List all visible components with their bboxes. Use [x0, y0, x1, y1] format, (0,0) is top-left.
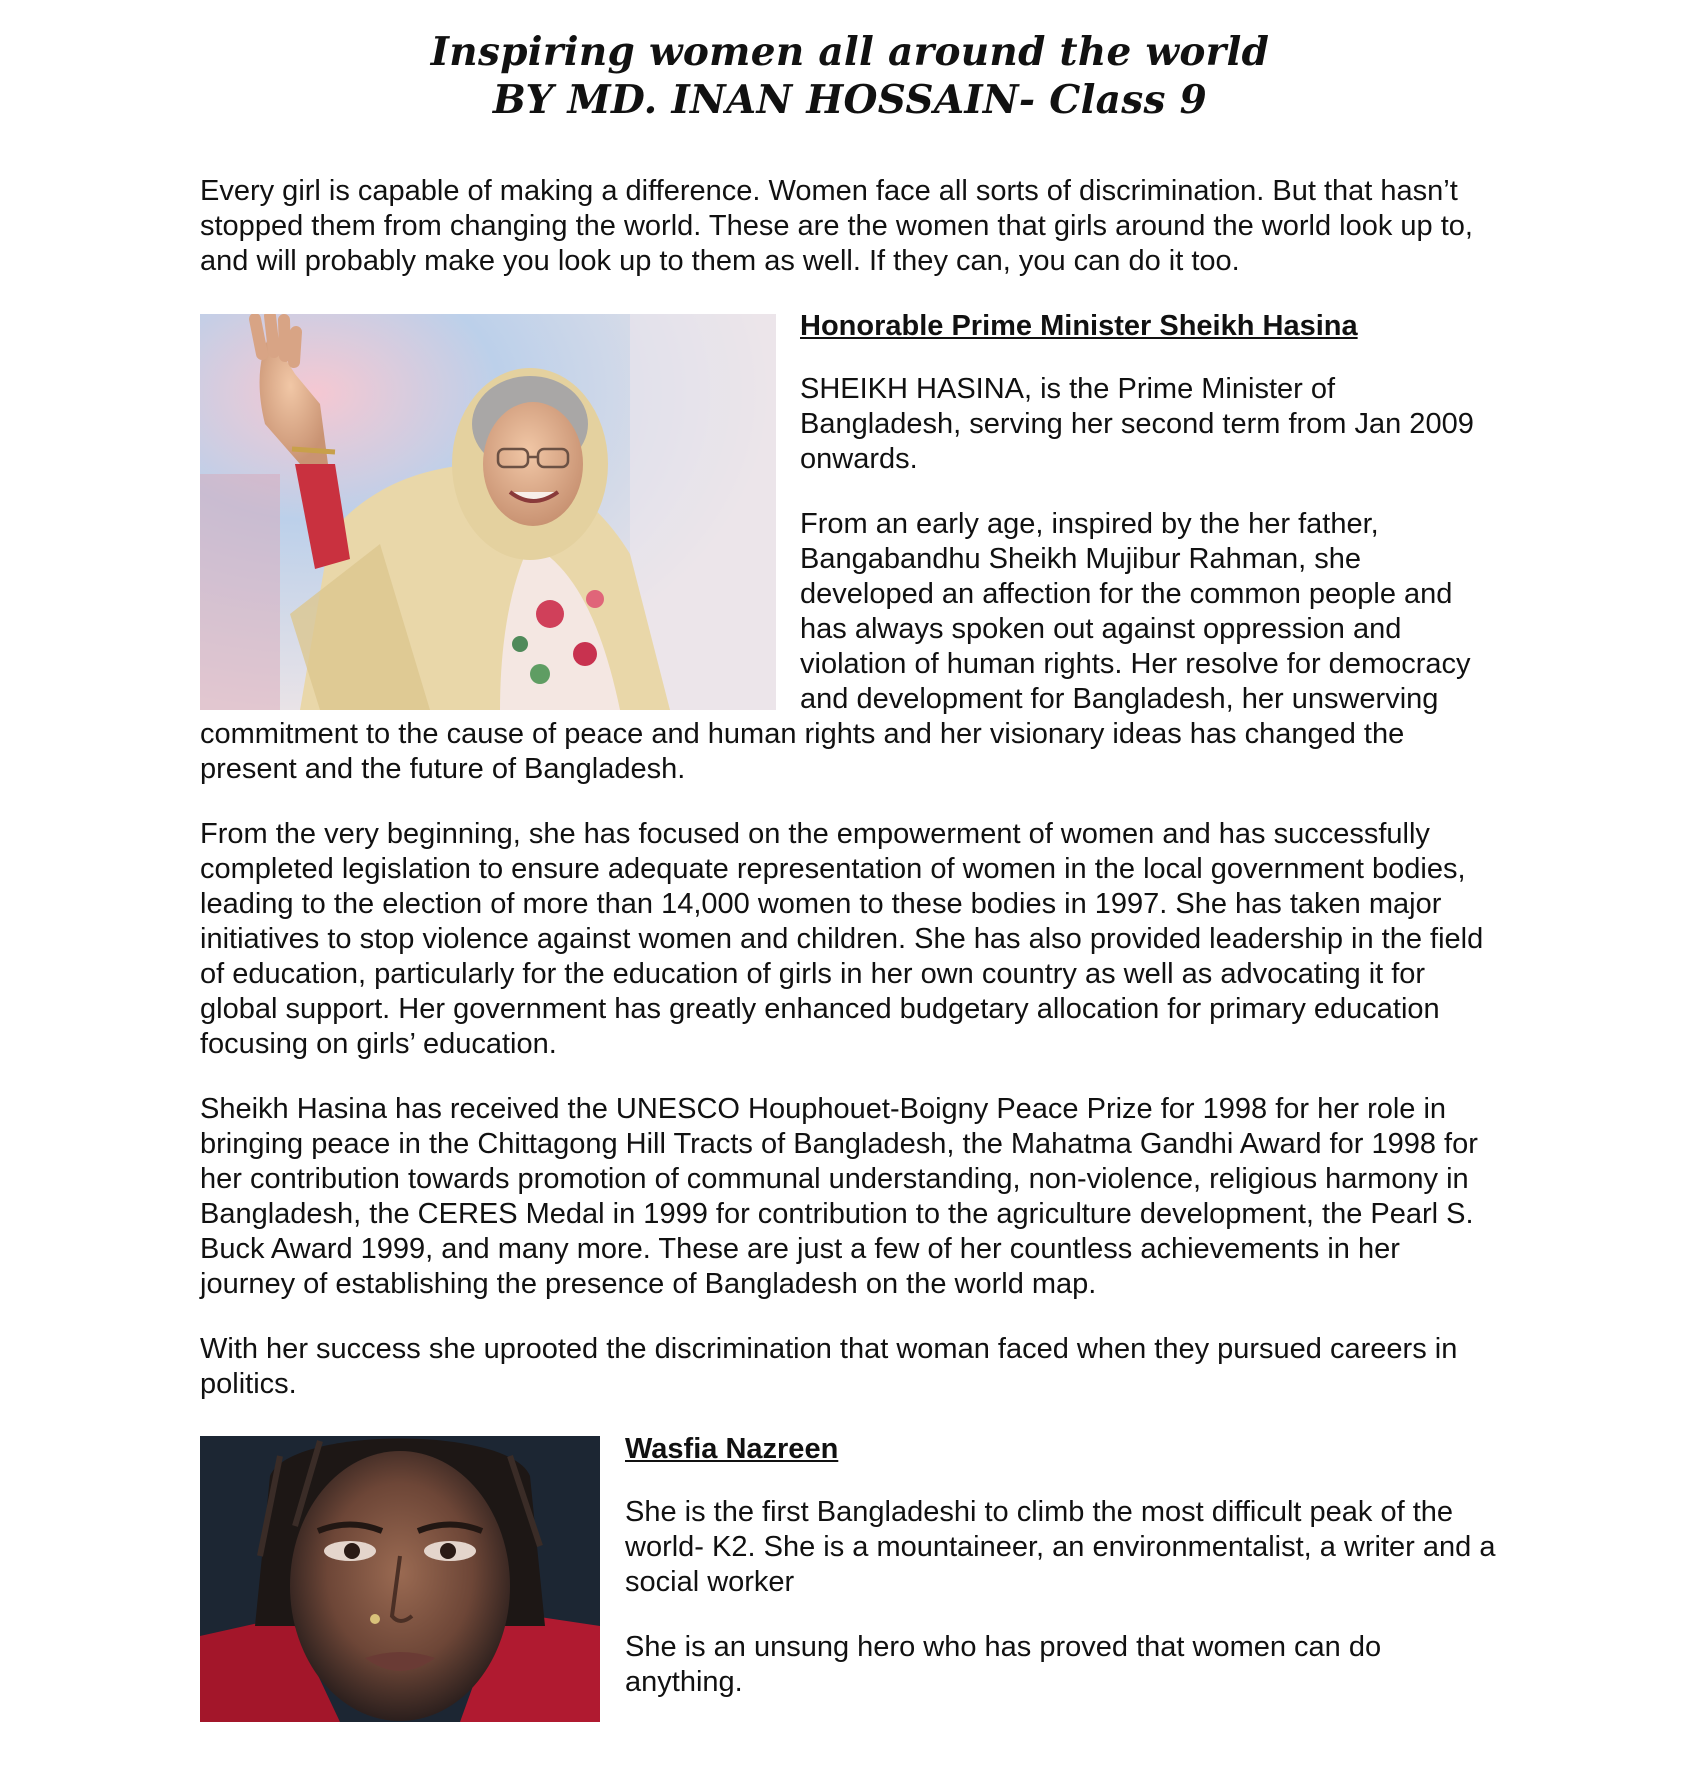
sheikh-hasina-photo [200, 314, 776, 710]
sheikh-hasina-paragraph-2: From an early age, inspired by the her father, Bangabandhu Sheikh Mujibur Rahman, she developed an affection for the common people and has always spoken out against oppression and violation of human rights. Her resolve for democracy and development for Bangladesh, her unswerving commitment to the cause of peace and human rights and her visionary ideas has changed the present and the future of Bangladesh. [200, 508, 1471, 785]
intro-paragraph: Every girl is capable of making a difference. Women face all sorts of discrimination. But that hasn’t stopped them from changing the world. These are the women that girls around the world look up to, and will probably make you look up to them as well. If they can, you can do it too. [200, 175, 1473, 277]
sheikh-hasina-paragraph-4: Sheikh Hasina has received the UNESCO Houphouet-Boigny Peace Prize for 1998 for her role in bringing peace in the Chittagong Hill Tracts of Bangladesh, the Mahatma Gandhi Award for 1998 for her contribution towards promotion of communal understanding, non-violence, religious harmony in Bangladesh, the CERES Medal in 1999 for contribution to the agriculture development, the Pearl S. Buck Award 1999, and many more. These are just a few of her countless achievements in her journey of establishing the presence of Bangladesh on the world map. [200, 1093, 1478, 1300]
title-line-1: Inspiring women all around the world [430, 29, 1270, 75]
document-title [0, 28, 1700, 124]
section-heading-wasfia-nazreen: Wasfia Nazreen [625, 1433, 839, 1465]
title-line-2: BY MD. INAN HOSSAIN- Class 9 [492, 77, 1208, 123]
wasfia-nazreen-paragraph-1: She is the first Bangladeshi to climb the most difficult peak of the world- K2. She is a mountaineer, an environmentalist, a writer and a social worker [625, 1496, 1496, 1598]
sheikh-hasina-paragraph-1: SHEIKH HASINA, is the Prime Minister of Bangladesh, serving her second term from Jan 2009 onwards. [800, 373, 1474, 475]
wasfia-nazreen-photo [200, 1436, 600, 1722]
sheikh-hasina-paragraph-3: From the very beginning, she has focused on the empowerment of women and has successfully completed legislation to ensure adequate representation of women in the local government bodies, leading to the election of more than 14,000 women to these bodies in 1997. She has taken major initiatives to stop violence against women and children. She has also provided leadership in the field of education, particularly for the education of girls in her own country as well as advocating it for global support. Her government has greatly enhanced budgetary allocation for primary education focusing on girls’ education. [200, 818, 1484, 1060]
document-page [200, 28, 1500, 1728]
sheikh-hasina-paragraph-5: With her success she uprooted the discrimination that woman faced when they pursued careers in politics. [200, 1333, 1458, 1400]
section-heading-sheikh-hasina: Honorable Prime Minister Sheikh Hasina [800, 310, 1358, 342]
section-wasfia-nazreen [200, 1432, 1500, 1728]
section-sheikh-hasina [200, 309, 1500, 1402]
wasfia-nazreen-paragraph-2: She is an unsung hero who has proved that women can do anything. [625, 1631, 1382, 1698]
